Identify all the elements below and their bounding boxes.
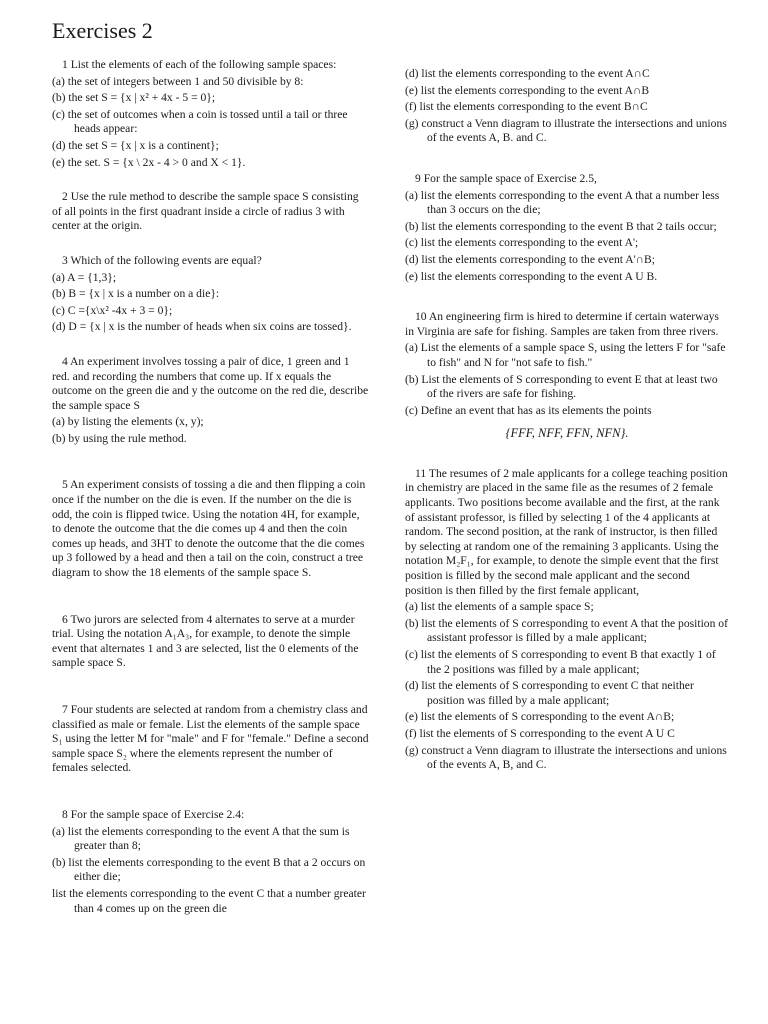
exercise-statement bbox=[52, 190, 370, 234]
exercise-spacer bbox=[52, 581, 370, 613]
exercise-part: (d) list the elements corresponding to the event A'∩B; bbox=[405, 252, 656, 266]
exercise-1 bbox=[52, 58, 370, 170]
exercise-spacer bbox=[405, 284, 729, 310]
exercise-text: Which of the following events are equal? bbox=[67, 253, 262, 267]
exercise-text: An experiment consists of tossing a die and then flipping a coin once if the number on the die is even. If the number on the die is odd, the coin is flipped twice. Using the notation 4H, for example, to denote the outcome that the die comes up 4 and then the coin comes up heads, and 3HT to denote the outcome that the die comes up 3 followed by a head and then a tail on the coin, construct a tree diagram to show the 18 elements of the sample space S. bbox=[52, 478, 366, 580]
exercise-statement bbox=[52, 58, 370, 73]
exercise-8 bbox=[52, 808, 370, 916]
exercise-text: The resumes of 2 male applicants for a college teaching position in chemistry are placed in the same file as the resumes of 2 female applicants. Two positions become available and the first, at the rank of assistant professor, is filled by selecting 1 of the 4 applicants at random. The second position, at the rank of instructor, is then filled by selecting at random one of the remaining 3 applicants. Using the notation M₂F₁, for example, to denote the simple event that the first position is filled by the second male applicant and the second position is then filled by the first female applicant, bbox=[405, 466, 728, 597]
exercise-4 bbox=[52, 355, 370, 447]
exercise-text: For the sample space of Exercise 2.4: bbox=[67, 807, 245, 821]
exercise-text: For the sample space of Exercise 2.5, bbox=[420, 171, 597, 185]
exercise-3 bbox=[52, 254, 370, 335]
exercise-number: 4 bbox=[62, 354, 68, 368]
exercise-number: 5 bbox=[62, 478, 68, 492]
exercise-number: 2 bbox=[62, 190, 68, 204]
exercise-number: 10 bbox=[415, 310, 427, 324]
exercise-part: (a) A = {1,3}; bbox=[52, 270, 117, 284]
exercise-spacer bbox=[405, 441, 729, 467]
exercise-part: (g) construct a Venn diagram to illustrate the intersections and unions of the events A, B, and C. bbox=[405, 743, 727, 772]
exercise-statement bbox=[405, 172, 729, 187]
exercise-number: 7 bbox=[62, 703, 68, 716]
exercise-spacer bbox=[405, 146, 729, 172]
exercise-statement bbox=[52, 355, 370, 413]
exercise-part: (b) the set S = {x | x² + 4x - 5 = 0}; bbox=[52, 91, 216, 105]
exercise-part: (d) list the elements corresponding to the event A∩C bbox=[405, 67, 650, 80]
exercise-spacer bbox=[52, 335, 370, 355]
exercise-statement bbox=[52, 613, 370, 671]
exercise-part: (a) the set of integers between 1 and 50 divisible by 8: bbox=[52, 74, 304, 88]
exercise-part: (c) C ={x\x² -4x + 3 = 0}; bbox=[52, 303, 173, 317]
exercise-10 bbox=[405, 310, 729, 441]
exercise-part: (a) List the elements of a sample space S, using the letters F for "safe to fish" and N for "not safe to fish." bbox=[405, 341, 726, 369]
exercise-9 bbox=[405, 172, 729, 284]
exercise-part: (g) construct a Venn diagram to illustrate the intersections and unions of the events A, B. and C. bbox=[405, 116, 727, 145]
exercise-text: An experiment involves tossing a pair of dice, 1 green and 1 red. and recording the numbers that come up. If x equals the outcome on the green die and y the outcome on the red die, describe the sample space S bbox=[52, 354, 369, 412]
exercise-part: (e) list the elements corresponding to the event A∩B bbox=[405, 83, 650, 97]
page-title: Exercises 2 bbox=[52, 18, 153, 43]
exercise-11 bbox=[405, 467, 729, 773]
exercise-6 bbox=[52, 613, 370, 671]
event-set: {FFF, NFF, FFN, NFN}. bbox=[505, 426, 629, 441]
exercise-part: (c) Define an event that has as its elements the points bbox=[405, 403, 652, 417]
exercise-part: (b) B = {x | x is a number on a die}: bbox=[52, 287, 220, 301]
exercise-part: list the elements corresponding to the event C that a number greater than 4 comes up on the green die bbox=[52, 886, 366, 915]
exercise-number: 3 bbox=[62, 253, 68, 267]
exercise-part: (b) list the elements corresponding to the event B that a 2 occurs on either die; bbox=[52, 855, 366, 884]
exercise-part: (b) list the elements of S corresponding to event A that the position of assistant professor is filled by a male applicant; bbox=[405, 616, 728, 645]
exercise-5 bbox=[52, 478, 370, 580]
exercise-part: (a) by listing the elements (x, y); bbox=[52, 415, 204, 429]
exercise-text: List the elements of each of the following sample spaces: bbox=[67, 58, 337, 71]
exercise-cont bbox=[405, 67, 729, 146]
exercise-number: 9 bbox=[415, 171, 421, 185]
exercise-part: (e) the set. S = {x \ 2x - 4 > 0 and X < 1}. bbox=[52, 155, 246, 169]
exercise-part: (f) list the elements corresponding to the event B∩C bbox=[405, 100, 648, 114]
exercise-part: (d) list the elements of S corresponding to event C that neither position was filled by a male applicant; bbox=[405, 679, 694, 707]
exercise-part: (d) D = {x | x is the number of heads when six coins are tossed}. bbox=[52, 320, 352, 334]
exercise-part: (b) list the elements corresponding to the event B that 2 tails occur; bbox=[405, 219, 717, 233]
exercise-spacer bbox=[52, 671, 370, 703]
exercise-statement bbox=[52, 254, 370, 269]
exercise-part: (c) list the elements corresponding to the event A'; bbox=[405, 236, 639, 250]
exercise-statement bbox=[52, 478, 370, 580]
left-column bbox=[52, 58, 370, 916]
exercise-part: (a) list the elements corresponding to the event A that a number less than 3 occurs on the die; bbox=[405, 188, 720, 217]
exercise-7 bbox=[52, 703, 370, 776]
exercise-statement bbox=[405, 310, 729, 339]
exercise-part: (c) list the elements of S corresponding to event B that exactly 1 of the 2 positions was filled by a male applicant; bbox=[405, 648, 716, 676]
exercise-spacer bbox=[52, 234, 370, 254]
exercise-text: Four students are selected at random from a chemistry class and classified as male or female. List the elements of the sample space S₁ using the letter M for "male" and F for "female." Define a second sample space S₂ where the elements represent the number of females selected. bbox=[52, 703, 369, 775]
exercise-part: (b) by using the rule method. bbox=[52, 431, 187, 445]
exercise-spacer bbox=[52, 776, 370, 808]
exercise-part: (a) list the elements corresponding to the event A that the sum is greater than 8; bbox=[52, 824, 350, 853]
exercise-2 bbox=[52, 190, 370, 234]
exercise-text: Two jurors are selected from 4 alternates to serve at a murder trial. Using the notation A₁A₃, for example, to denote the simple event that alternates 1 and 3 are selected, list the 0 elements of the sample space S. bbox=[52, 612, 359, 670]
exercise-part: (e) list the elements corresponding to the event A U B. bbox=[405, 269, 658, 283]
exercise-part: (a) list the elements of a sample space S; bbox=[405, 600, 594, 614]
exercise-part: (f) list the elements of S corresponding to the event A U C bbox=[405, 726, 675, 740]
exercise-text: An engineering firm is hired to determine if certain waterways in Virginia are safe for fishing. Samples are taken from three rivers. bbox=[405, 310, 719, 338]
exercise-statement bbox=[405, 467, 729, 598]
right-column bbox=[405, 65, 729, 773]
exercise-number: 6 bbox=[62, 612, 68, 626]
exercise-spacer bbox=[52, 170, 370, 190]
exercise-text: Use the rule method to describe the sample space S consisting of all points in the first quadrant inside a circle of radius 3 with center at the origin. bbox=[52, 190, 359, 233]
exercise-statement bbox=[52, 808, 370, 823]
exercise-part: (d) the set S = {x | x is a continent}; bbox=[52, 138, 219, 152]
exercise-spacer bbox=[52, 446, 370, 478]
exercise-statement bbox=[52, 703, 370, 776]
exercise-part: (e) list the elements of S corresponding to the event A∩B; bbox=[405, 710, 675, 724]
exercise-part: (b) List the elements of S corresponding to event E that at least two of the rivers are safe for fishing. bbox=[405, 372, 718, 401]
exercise-number: 1 bbox=[62, 58, 68, 71]
exercise-number: 8 bbox=[62, 807, 68, 821]
exercise-part: (c) the set of outcomes when a coin is tossed until a tail or three heads appear: bbox=[52, 107, 348, 136]
exercise-number: 11 bbox=[415, 466, 427, 480]
